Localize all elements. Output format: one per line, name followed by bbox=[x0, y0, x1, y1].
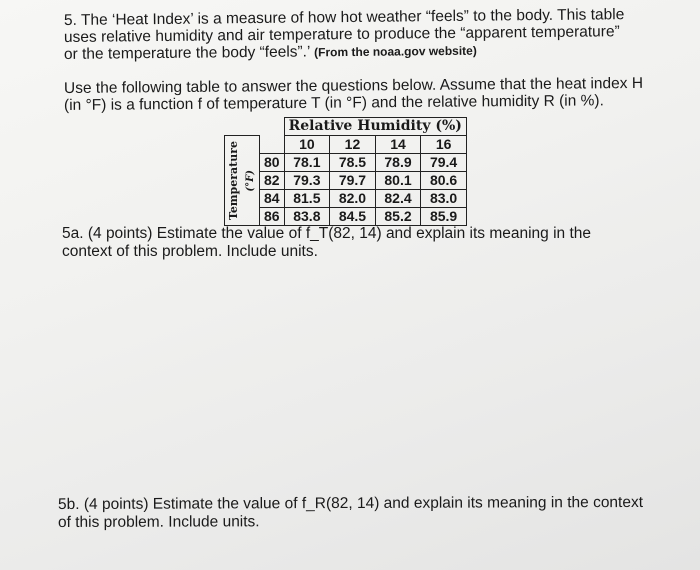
table-cell: 78.5 bbox=[330, 154, 376, 172]
temperature-unit: (°F) bbox=[245, 169, 256, 192]
table-cell: 85.2 bbox=[375, 208, 421, 226]
table-cell: 80.1 bbox=[375, 172, 421, 190]
temperature-label: Temperature bbox=[227, 140, 240, 221]
table-cell: 82.4 bbox=[375, 190, 421, 208]
temperature-axis-label bbox=[225, 136, 260, 226]
problem-statement-line-1: 5. The ‘Heat Index’ is a measure of how hot weather “feels” to the body. This table bbox=[63, 6, 625, 29]
question-5b-line-2: of this problem. Include units. bbox=[57, 513, 260, 531]
problem-statement-line-3 bbox=[64, 42, 477, 64]
heat-index-table bbox=[224, 117, 467, 226]
relative-humidity-header: Relative Humidity (%) bbox=[284, 118, 466, 136]
table-cell: 79.7 bbox=[330, 172, 376, 190]
question-5b-line-1: 5b. (4 points) Estimate the value of f_R(82, 14) and explain its meaning in the context bbox=[57, 493, 644, 513]
humidity-col-header: 12 bbox=[330, 136, 376, 154]
problem-statement-line-2: uses relative humidity and air temperature to produce the “apparent temperature” bbox=[63, 23, 620, 46]
humidity-col-header: 16 bbox=[421, 136, 467, 154]
table-corner-blank-2 bbox=[260, 118, 285, 136]
table-cell: 78.1 bbox=[284, 154, 330, 172]
table-row bbox=[225, 190, 467, 208]
table-cell: 79.3 bbox=[284, 172, 330, 190]
temperature-row-header: 86 bbox=[260, 208, 285, 226]
humidity-col-header: 10 bbox=[284, 136, 330, 154]
instruction-line-2: (in °F) is a function f of temperature T (in °F) and the relative humidity R (in %). bbox=[63, 92, 604, 114]
temperature-row-header: 82 bbox=[260, 172, 285, 190]
temperature-row-header: 80 bbox=[260, 154, 285, 172]
humidity-col-header: 14 bbox=[375, 136, 421, 154]
table-cell: 82.0 bbox=[330, 190, 376, 208]
source-citation: (From the noaa.gov website) bbox=[314, 43, 477, 60]
table-row bbox=[225, 172, 467, 190]
question-5a-line-2: context of this problem. Include units. bbox=[62, 243, 318, 260]
table-cell: 81.5 bbox=[284, 190, 330, 208]
question-5a-line-1: 5a. (4 points) Estimate the value of f_T(82, 14) and explain its meaning in the bbox=[62, 225, 592, 242]
table-corner-blank-3 bbox=[260, 136, 285, 154]
instruction-line-1: Use the following table to answer the questions below. Assume that the heat index H bbox=[63, 74, 644, 97]
table-cell: 85.9 bbox=[421, 208, 467, 226]
table-cell: 83.0 bbox=[421, 190, 467, 208]
problem-statement-line-3-main: or the temperature the body “feels”.’ bbox=[63, 43, 310, 63]
table-corner-blank bbox=[225, 118, 260, 136]
table-row bbox=[225, 208, 467, 226]
table-cell: 80.6 bbox=[421, 172, 467, 190]
table-cell: 83.8 bbox=[284, 208, 330, 226]
table-row bbox=[225, 154, 467, 172]
heat-index-table-wrapper bbox=[224, 117, 467, 226]
table-cell: 79.4 bbox=[421, 154, 467, 172]
table-cell: 84.5 bbox=[330, 208, 376, 226]
table-cell: 78.9 bbox=[375, 154, 421, 172]
temperature-row-header: 84 bbox=[260, 190, 285, 208]
